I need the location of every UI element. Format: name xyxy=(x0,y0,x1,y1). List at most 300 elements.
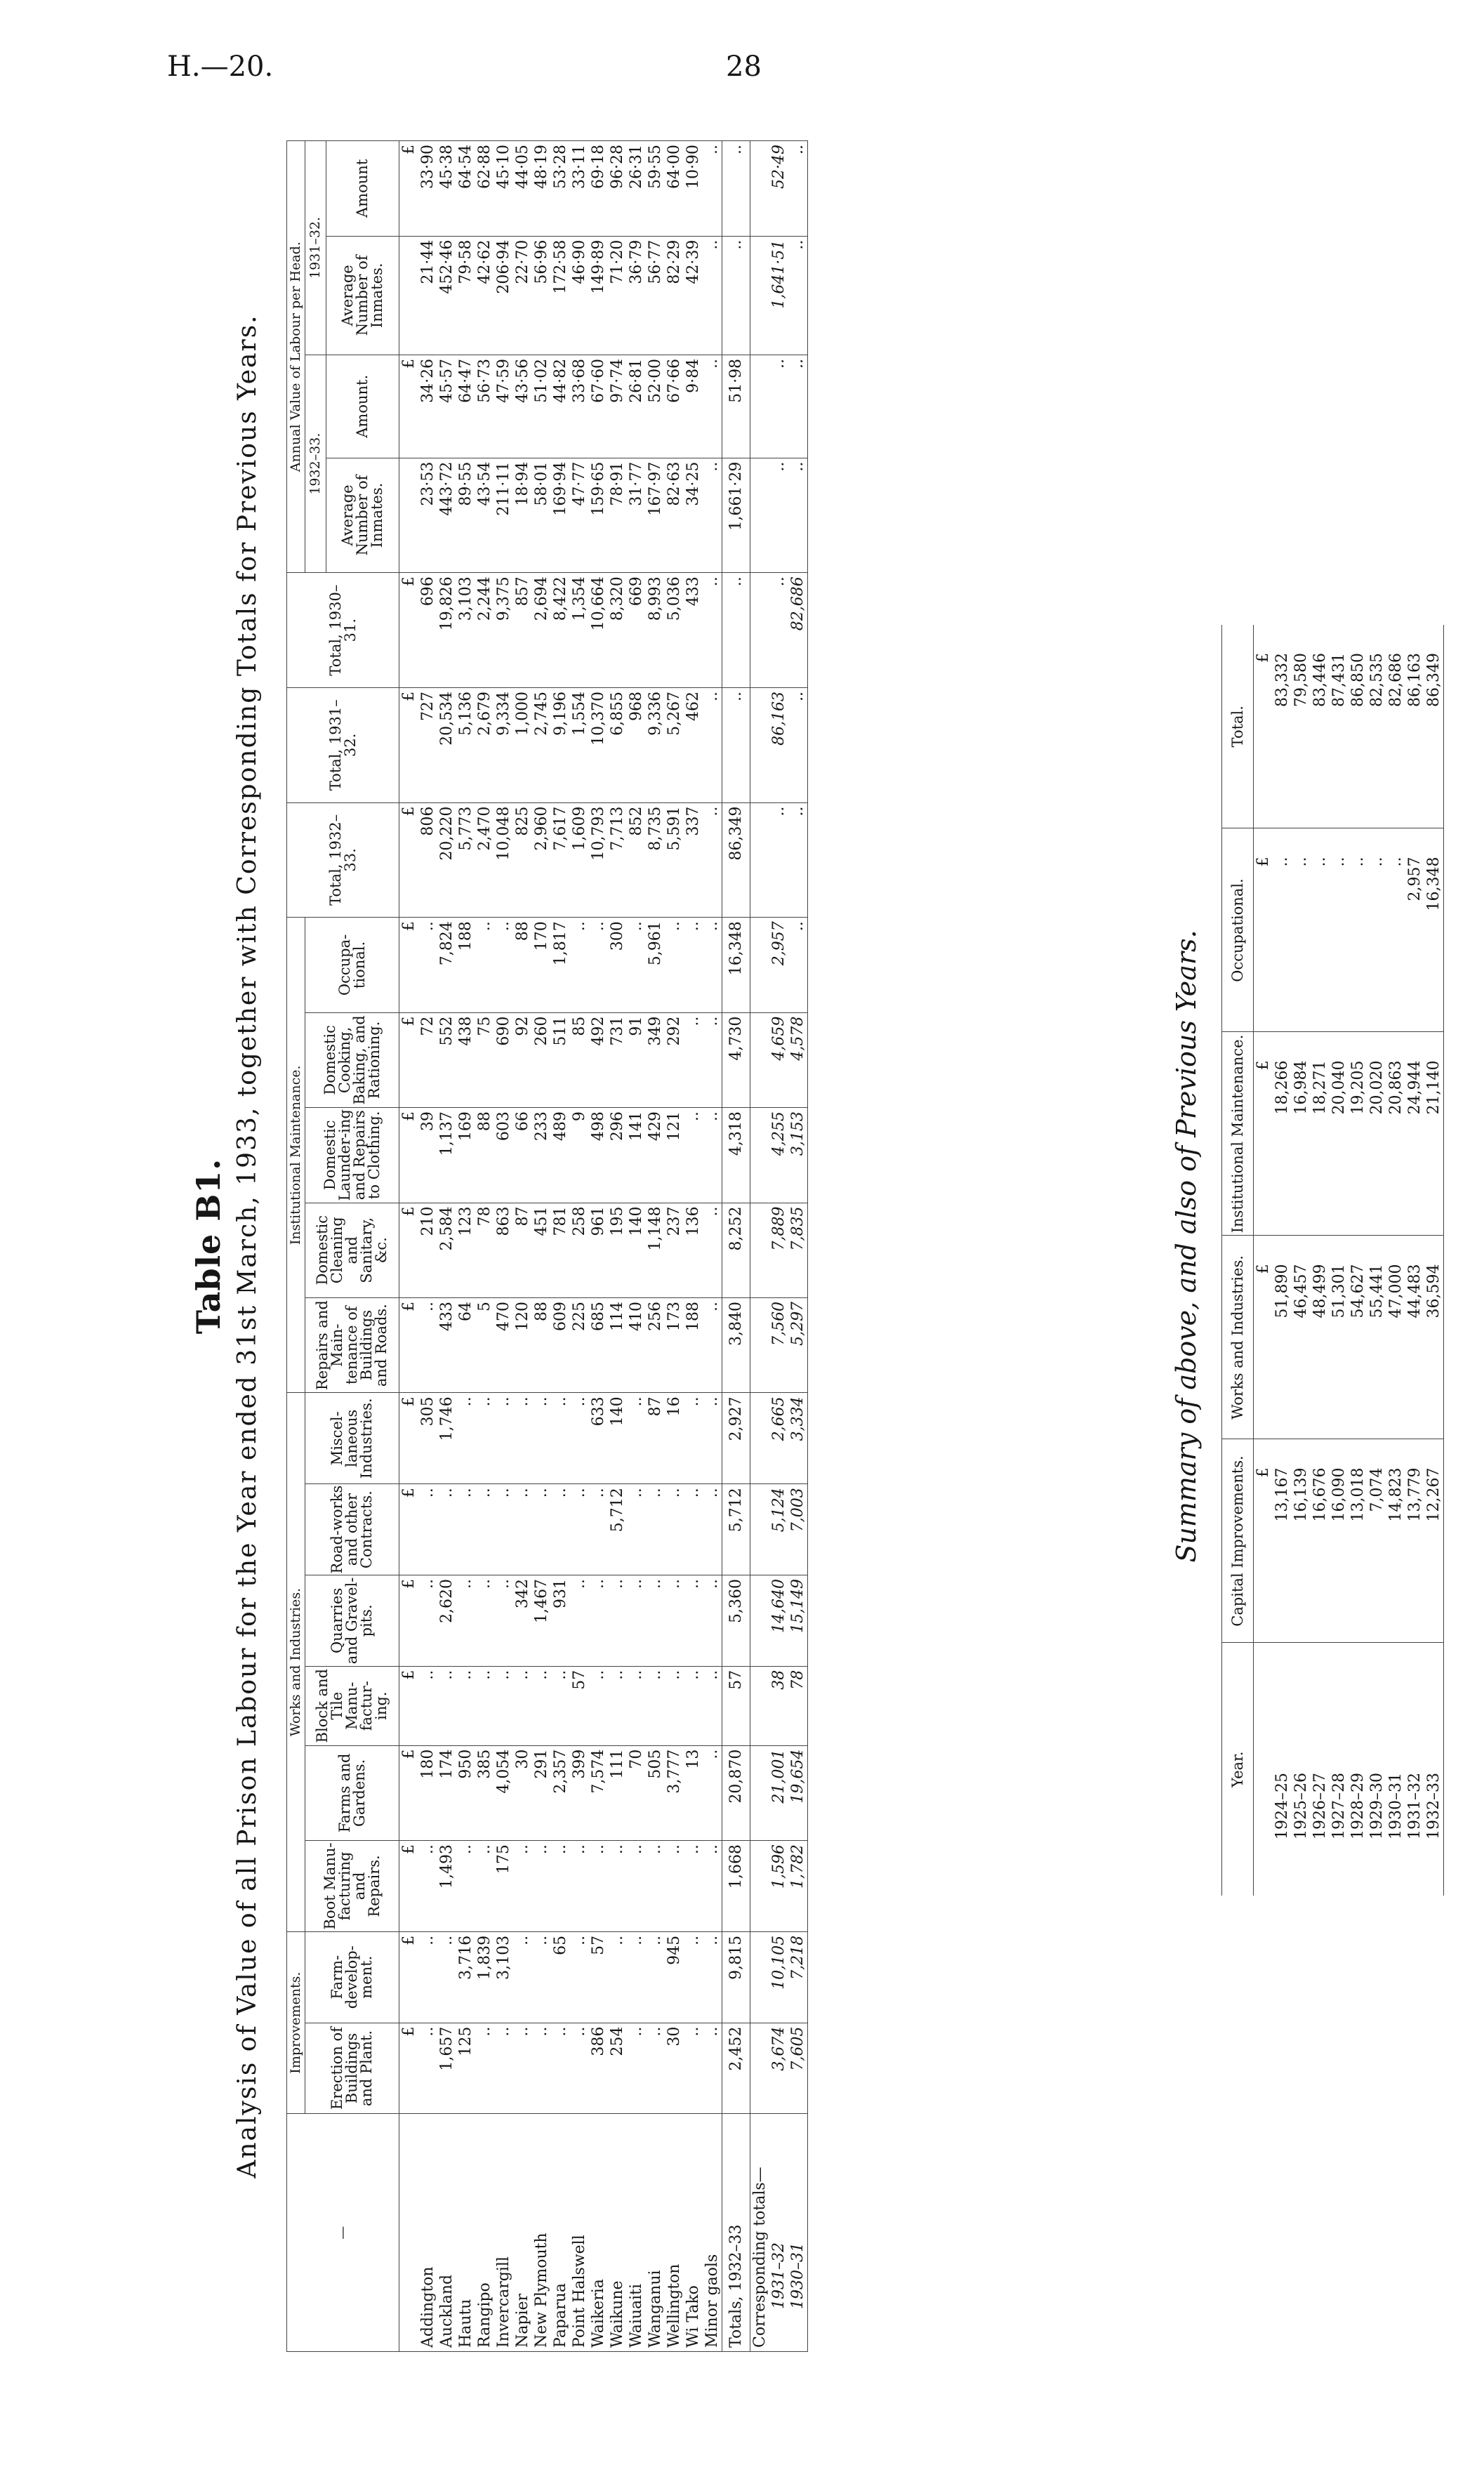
summary-cell: 82,535 xyxy=(1367,625,1386,828)
summary-units-row xyxy=(1254,625,1273,1896)
row-label-header: — xyxy=(287,2114,399,2352)
corresponding-cell: .. xyxy=(769,802,788,918)
table-cell: 43·56 xyxy=(513,355,532,458)
prison-labour-table-body xyxy=(399,141,808,2352)
corresponding-cell: .. xyxy=(769,573,788,688)
table-cell: 96·28 xyxy=(608,141,627,237)
table-cell: 114 xyxy=(608,1297,627,1392)
table-cell: .. xyxy=(684,1108,703,1203)
table-cell: .. xyxy=(513,1484,532,1575)
table-cell: .. xyxy=(475,1666,494,1745)
table-title: Analysis of Value of all Prison Labour for the Year ended 31st March, 1933, together with Corresponding Totals for Previous Years. xyxy=(233,314,262,2179)
summary-cell: 18,271 xyxy=(1311,1032,1330,1236)
table-cell: .. xyxy=(513,1393,532,1484)
corresponding-cell: .. xyxy=(769,355,788,458)
unit-cell: £ xyxy=(399,1393,419,1484)
summary-cell: 20,863 xyxy=(1386,1032,1405,1236)
table-cell: .. xyxy=(532,1484,551,1575)
table-cell: 2,745 xyxy=(532,687,551,802)
table-cell: 433 xyxy=(684,573,703,688)
table-cell: 291 xyxy=(532,1745,551,1840)
unit-cell: £ xyxy=(399,1297,419,1392)
summary-year: 1930–31 xyxy=(1387,1773,1405,1839)
table-cell: .. xyxy=(437,1931,456,2023)
table-cell: 64·00 xyxy=(665,141,684,237)
summary-row xyxy=(1292,625,1311,1896)
table-cell: 5,036 xyxy=(665,573,684,688)
summary-unit-cell xyxy=(1254,1643,1273,1896)
summary-caption: Summary of above, and also of Previous Years. xyxy=(1171,930,1202,1563)
page-number: 28 xyxy=(726,51,762,83)
summary-cell: 16,139 xyxy=(1292,1439,1311,1643)
empty-cell xyxy=(750,236,770,355)
empty-cell xyxy=(750,1012,770,1107)
corresponding-cell: 1,782 xyxy=(788,1841,808,1932)
corresponding-cell: .. xyxy=(769,458,788,573)
table-cell: 385 xyxy=(475,1745,494,1840)
table-cell: 87 xyxy=(646,1393,665,1484)
table-cell: 863 xyxy=(494,1203,513,1297)
table-cell: 8,422 xyxy=(551,573,570,688)
table-cell: 696 xyxy=(418,573,437,688)
summary-row xyxy=(1367,625,1386,1896)
table-cell: .. xyxy=(608,1666,627,1745)
table-cell: .. xyxy=(418,1297,437,1392)
table-cell: 87 xyxy=(513,1203,532,1297)
table-cell: .. xyxy=(570,1575,589,1667)
col-header-total31: Total, 1930–31. xyxy=(287,573,399,688)
col-header-total33: Total, 1932–33. xyxy=(287,802,399,918)
table-cell: .. xyxy=(456,1841,475,1932)
table-cell: 2,960 xyxy=(532,802,551,918)
table-cell: 7,824 xyxy=(437,918,456,1012)
table-cell: 141 xyxy=(627,1108,646,1203)
table-cell: .. xyxy=(418,1841,437,1932)
table-cell: 505 xyxy=(646,1745,665,1840)
table-cell: 33·90 xyxy=(418,141,437,237)
table-cell: 45·38 xyxy=(437,141,456,237)
summary-cell: 44,483 xyxy=(1405,1236,1424,1439)
summary-cell: 54,627 xyxy=(1349,1236,1367,1439)
corresponding-row xyxy=(769,141,788,2352)
group-header-1932-33: 1932–33. xyxy=(305,355,326,572)
empty-cell xyxy=(750,802,770,918)
table-cell: 1,746 xyxy=(437,1393,456,1484)
table-cell: 66 xyxy=(513,1108,532,1203)
table-cell: 498 xyxy=(589,1108,608,1203)
table-cell: 489 xyxy=(551,1108,570,1203)
empty-cell xyxy=(750,1745,770,1840)
table-cell: .. xyxy=(513,1666,532,1745)
summary-table-body xyxy=(1254,625,1444,1896)
table-cell: .. xyxy=(418,1666,437,1745)
empty-cell xyxy=(750,1484,770,1575)
table-cell: 167·97 xyxy=(646,458,665,573)
table-cell: 552 xyxy=(437,1012,456,1107)
summary-year: 1929–30 xyxy=(1368,1773,1386,1839)
table-cell: .. xyxy=(475,1575,494,1667)
summary-unit-cell: £ xyxy=(1254,1439,1273,1643)
summary-row xyxy=(1273,625,1292,1896)
table-row xyxy=(456,141,475,2352)
empty-cell xyxy=(750,1297,770,1392)
table-cell: 36·79 xyxy=(627,236,646,355)
summary-cell: 21,140 xyxy=(1424,1032,1444,1236)
col-header-cooking: Domestic Cooking, Baking, and Rationing. xyxy=(305,1012,399,1107)
summary-cell: .. xyxy=(1386,828,1405,1032)
table-cell: .. xyxy=(532,1666,551,1745)
unit-cell: £ xyxy=(399,1745,419,1840)
corresponding-cell: 10,105 xyxy=(769,1931,788,2023)
corresponding-cell: 7,889 xyxy=(769,1203,788,1297)
empty-cell xyxy=(750,573,770,688)
table-cell: .. xyxy=(589,1575,608,1667)
table-cell: 88 xyxy=(513,918,532,1012)
corresponding-cell: .. xyxy=(788,141,808,237)
col-header-laundering: Domestic Launder-ing and Repairs to Clothing. xyxy=(305,1108,399,1203)
table-cell: 31·77 xyxy=(627,458,646,573)
summary-cell: .. xyxy=(1330,828,1349,1032)
summary-col-header: Capital Improvements. xyxy=(1222,1439,1254,1643)
table-cell: .. xyxy=(475,918,494,1012)
totals-label: Totals, 1932–33 xyxy=(722,2114,750,2352)
totals-cell: 16,348 xyxy=(722,918,750,1012)
table-cell: 260 xyxy=(532,1012,551,1107)
table-cell: .. xyxy=(703,1745,722,1840)
table-cell: 34·25 xyxy=(684,458,703,573)
table-cell: 10,370 xyxy=(589,687,608,802)
empty-cell xyxy=(750,141,770,237)
table-cell: 169 xyxy=(456,1108,475,1203)
table-cell: 78 xyxy=(475,1203,494,1297)
table-cell: .. xyxy=(513,1931,532,2023)
table-cell: 18·94 xyxy=(513,458,532,573)
table-cell: 349 xyxy=(646,1012,665,1107)
unit-cell: £ xyxy=(399,1575,419,1667)
table-cell: 3,103 xyxy=(494,1931,513,2023)
table-cell: 443·72 xyxy=(437,458,456,573)
prison-name: Rangipo xyxy=(475,2114,494,2352)
corresponding-cell: 15,149 xyxy=(788,1575,808,1667)
table-cell: .. xyxy=(589,1484,608,1575)
table-row xyxy=(532,141,551,2352)
table-cell: .. xyxy=(570,1931,589,2023)
table-cell: .. xyxy=(684,1666,703,1745)
table-cell: 781 xyxy=(551,1203,570,1297)
table-cell: 233 xyxy=(532,1108,551,1203)
corresponding-cell: 4,578 xyxy=(788,1012,808,1107)
table-cell: 22·70 xyxy=(513,236,532,355)
table-cell: 1,354 xyxy=(570,573,589,688)
table-cell: 3,777 xyxy=(665,1745,684,1840)
group-header-improvements: Improvements. xyxy=(287,1931,305,2114)
table-cell: 5,591 xyxy=(665,802,684,918)
table-cell: 10·90 xyxy=(684,141,703,237)
summary-table xyxy=(1221,625,1444,1896)
table-cell: 33·11 xyxy=(570,141,589,237)
table-cell: 451 xyxy=(532,1203,551,1297)
col-header-occupational: Occupa-tional. xyxy=(305,918,399,1012)
summary-cell: 55,441 xyxy=(1367,1236,1386,1439)
summary-cell: 46,457 xyxy=(1292,1236,1311,1439)
table-cell: 149·89 xyxy=(589,236,608,355)
summary-cell: 79,580 xyxy=(1292,625,1311,828)
table-cell: 462 xyxy=(684,687,703,802)
unit-cell: £ xyxy=(399,802,419,918)
table-cell: .. xyxy=(532,1393,551,1484)
corresponding-cell: 7,003 xyxy=(788,1484,808,1575)
summary-cell: .. xyxy=(1367,828,1386,1032)
table-row xyxy=(513,141,532,2352)
corresponding-cell: 7,560 xyxy=(769,1297,788,1392)
prison-name: Wanganui xyxy=(646,2114,665,2352)
table-cell: 125 xyxy=(456,2023,475,2114)
table-cell: 57 xyxy=(589,1931,608,2023)
table-cell: 26·31 xyxy=(627,141,646,237)
table-cell: 188 xyxy=(456,918,475,1012)
table-cell: 633 xyxy=(589,1393,608,1484)
table-cell: 64 xyxy=(456,1297,475,1392)
empty-cell xyxy=(750,687,770,802)
unit-cell xyxy=(399,236,419,355)
table-cell: 7,574 xyxy=(589,1745,608,1840)
summary-cell: 51,301 xyxy=(1330,1236,1349,1439)
summary-cell: 19,205 xyxy=(1349,1032,1367,1236)
table-cell: .. xyxy=(418,1575,437,1667)
table-cell: 410 xyxy=(627,1297,646,1392)
table-cell: 9,336 xyxy=(646,687,665,802)
table-cell: 669 xyxy=(627,573,646,688)
corresponding-cell: 38 xyxy=(769,1666,788,1745)
table-cell: .. xyxy=(475,1484,494,1575)
corresponding-cell: 1,641·51 xyxy=(769,236,788,355)
table-cell: 7,713 xyxy=(608,802,627,918)
col-header-roadworks: Road-works and other Contracts. xyxy=(305,1484,399,1575)
table-cell: 2,357 xyxy=(551,1745,570,1840)
table-cell: 53·28 xyxy=(551,141,570,237)
table-cell: 91 xyxy=(627,1012,646,1107)
unit-cell: £ xyxy=(399,1931,419,2023)
empty-cell xyxy=(750,1931,770,2023)
table-cell: .. xyxy=(703,687,722,802)
table-cell: .. xyxy=(665,1666,684,1745)
corresponding-cell: 19,654 xyxy=(788,1745,808,1840)
table-cell: .. xyxy=(703,1484,722,1575)
totals-cell: 1,668 xyxy=(722,1841,750,1932)
table-cell: .. xyxy=(570,918,589,1012)
table-cell: .. xyxy=(589,1841,608,1932)
empty-cell xyxy=(750,1393,770,1484)
table-cell: 8,320 xyxy=(608,573,627,688)
table-cell: 296 xyxy=(608,1108,627,1203)
summary-cell: 82,686 xyxy=(1386,625,1405,828)
table-cell: .. xyxy=(703,2023,722,2114)
table-cell: .. xyxy=(589,918,608,1012)
table-cell: .. xyxy=(684,2023,703,2114)
table-cell: 58·01 xyxy=(532,458,551,573)
table-cell: .. xyxy=(703,573,722,688)
prison-name: Napier xyxy=(513,2114,532,2352)
table-cell: .. xyxy=(551,1841,570,1932)
table-cell: 2,679 xyxy=(475,687,494,802)
table-cell: 429 xyxy=(646,1108,665,1203)
totals-cell: .. xyxy=(722,687,750,802)
totals-cell: 51·98 xyxy=(722,355,750,458)
table-cell: 42·39 xyxy=(684,236,703,355)
totals-cell: .. xyxy=(722,573,750,688)
corresponding-cell: .. xyxy=(788,355,808,458)
table-row xyxy=(665,141,684,2352)
prison-name: Wellington xyxy=(665,2114,684,2352)
table-cell: 5,712 xyxy=(608,1484,627,1575)
table-cell: .. xyxy=(646,1841,665,1932)
table-cell: .. xyxy=(684,918,703,1012)
prison-name: Addington xyxy=(418,2114,437,2352)
col-header-quarries: Quarries and Gravel-pits. xyxy=(305,1575,399,1667)
table-cell: .. xyxy=(627,1575,646,1667)
table-cell: 44·82 xyxy=(551,355,570,458)
table-cell: .. xyxy=(703,236,722,355)
unit-cell: £ xyxy=(399,1012,419,1107)
summary-cell: 51,890 xyxy=(1273,1236,1292,1439)
corresponding-cell: 3,674 xyxy=(769,2023,788,2114)
corresponding-label-row xyxy=(750,141,770,2352)
table-cell: 1,554 xyxy=(570,687,589,802)
table-cell: 5 xyxy=(475,1297,494,1392)
totals-cell: 8,252 xyxy=(722,1203,750,1297)
table-cell: .. xyxy=(646,1666,665,1745)
table-cell: .. xyxy=(551,1393,570,1484)
table-cell: 857 xyxy=(513,573,532,688)
table-cell: 47·77 xyxy=(570,458,589,573)
table-cell: .. xyxy=(703,355,722,458)
col-header-inmates33: Average Number of Inmates. xyxy=(326,458,399,573)
corresponding-cell: 3,153 xyxy=(788,1108,808,1203)
summary-cell: 86,163 xyxy=(1405,625,1424,828)
summary-unit-cell: £ xyxy=(1254,625,1273,828)
table-cell: 121 xyxy=(665,1108,684,1203)
table-cell: .. xyxy=(684,1575,703,1667)
table-cell: 256 xyxy=(646,1297,665,1392)
table-cell: .. xyxy=(627,1393,646,1484)
table-cell: 71·20 xyxy=(608,236,627,355)
prison-name: Waiuaiti xyxy=(627,2114,646,2352)
table-cell: 10,793 xyxy=(589,802,608,918)
unit-cell: £ xyxy=(399,355,419,458)
corresponding-cell: 3,334 xyxy=(788,1393,808,1484)
table-cell: 56·73 xyxy=(475,355,494,458)
table-row xyxy=(494,141,513,2352)
table-row xyxy=(570,141,589,2352)
totals-cell: 57 xyxy=(722,1666,750,1745)
summary-cell: .. xyxy=(1292,828,1311,1032)
totals-cell: 4,318 xyxy=(722,1108,750,1203)
table-cell: 174 xyxy=(437,1745,456,1840)
table-cell: .. xyxy=(608,1931,627,2023)
corresponding-cell: 52·49 xyxy=(769,141,788,237)
table-cell: 931 xyxy=(551,1575,570,1667)
table-cell: .. xyxy=(418,1931,437,2023)
summary-cell: 16,676 xyxy=(1311,1439,1330,1643)
table-cell: 7,617 xyxy=(551,802,570,918)
table-cell: 452·46 xyxy=(437,236,456,355)
summary-cell: 12,267 xyxy=(1424,1439,1444,1643)
table-cell: 195 xyxy=(608,1203,627,1297)
table-cell: 727 xyxy=(418,687,437,802)
empty-cell xyxy=(750,918,770,1012)
table-cell: .. xyxy=(513,2023,532,2114)
table-label: Table B1. xyxy=(190,1158,227,1335)
table-cell: 386 xyxy=(589,2023,608,2114)
table-cell: 20,220 xyxy=(437,802,456,918)
summary-cell: 24,944 xyxy=(1405,1032,1424,1236)
totals-cell: .. xyxy=(722,141,750,237)
totals-cell: .. xyxy=(722,236,750,355)
table-cell: 685 xyxy=(589,1297,608,1392)
prison-name: Invercargill xyxy=(494,2114,513,2352)
corresponding-cell: 2,665 xyxy=(769,1393,788,1484)
table-cell: 433 xyxy=(437,1297,456,1392)
table-cell: .. xyxy=(703,1575,722,1667)
table-cell: 9,196 xyxy=(551,687,570,802)
totals-cell: 20,870 xyxy=(722,1745,750,1840)
summary-unit-cell: £ xyxy=(1254,1032,1273,1236)
table-cell: 46·90 xyxy=(570,236,589,355)
summary-year: 1927–28 xyxy=(1330,1773,1348,1839)
totals-cell: 3,840 xyxy=(722,1297,750,1392)
table-cell: .. xyxy=(494,1666,513,1745)
table-cell: 300 xyxy=(608,918,627,1012)
summary-cell: 20,040 xyxy=(1330,1032,1349,1236)
table-cell: .. xyxy=(494,918,513,1012)
col-header-farms: Farms and Gardens. xyxy=(305,1745,399,1840)
group-header-works: Works and Industries. xyxy=(287,1393,305,1931)
summary-col-header: Total. xyxy=(1222,625,1254,828)
table-cell: 57 xyxy=(570,1666,589,1745)
corresponding-cell: 14,640 xyxy=(769,1575,788,1667)
table-cell: 9,375 xyxy=(494,573,513,688)
col-header-farm-dev: Farm-develop-ment. xyxy=(305,1931,399,2023)
totals-row xyxy=(722,141,750,2352)
table-cell: 945 xyxy=(665,1931,684,2023)
table-cell: 225 xyxy=(570,1297,589,1392)
table-cell: .. xyxy=(703,1931,722,2023)
table-cell: .. xyxy=(684,1841,703,1932)
summary-cell: 83,446 xyxy=(1311,625,1330,828)
table-cell: 968 xyxy=(627,687,646,802)
table-cell: 8,993 xyxy=(646,573,665,688)
corresponding-cell: 78 xyxy=(788,1666,808,1745)
table-cell: .. xyxy=(437,1484,456,1575)
table-cell: .. xyxy=(456,1666,475,1745)
table-cell: 120 xyxy=(513,1297,532,1392)
col-header-repairs: Repairs and Main-tenance of Buildings and Roads. xyxy=(305,1297,399,1392)
totals-cell: 5,360 xyxy=(722,1575,750,1667)
table-cell: 1,609 xyxy=(570,802,589,918)
corresponding-cell: .. xyxy=(788,458,808,573)
table-cell: 79·58 xyxy=(456,236,475,355)
totals-cell: 9,815 xyxy=(722,1931,750,2023)
table-cell: .. xyxy=(532,2023,551,2114)
prison-name: Auckland xyxy=(437,2114,456,2352)
corresponding-cell: .. xyxy=(788,236,808,355)
col-header-amount33: Amount. xyxy=(326,355,399,458)
table-cell: 169·94 xyxy=(551,458,570,573)
table-cell: 70 xyxy=(627,1745,646,1840)
table-cell: 3,716 xyxy=(456,1931,475,2023)
table-cell: .. xyxy=(437,1666,456,1745)
table-cell: .. xyxy=(494,2023,513,2114)
